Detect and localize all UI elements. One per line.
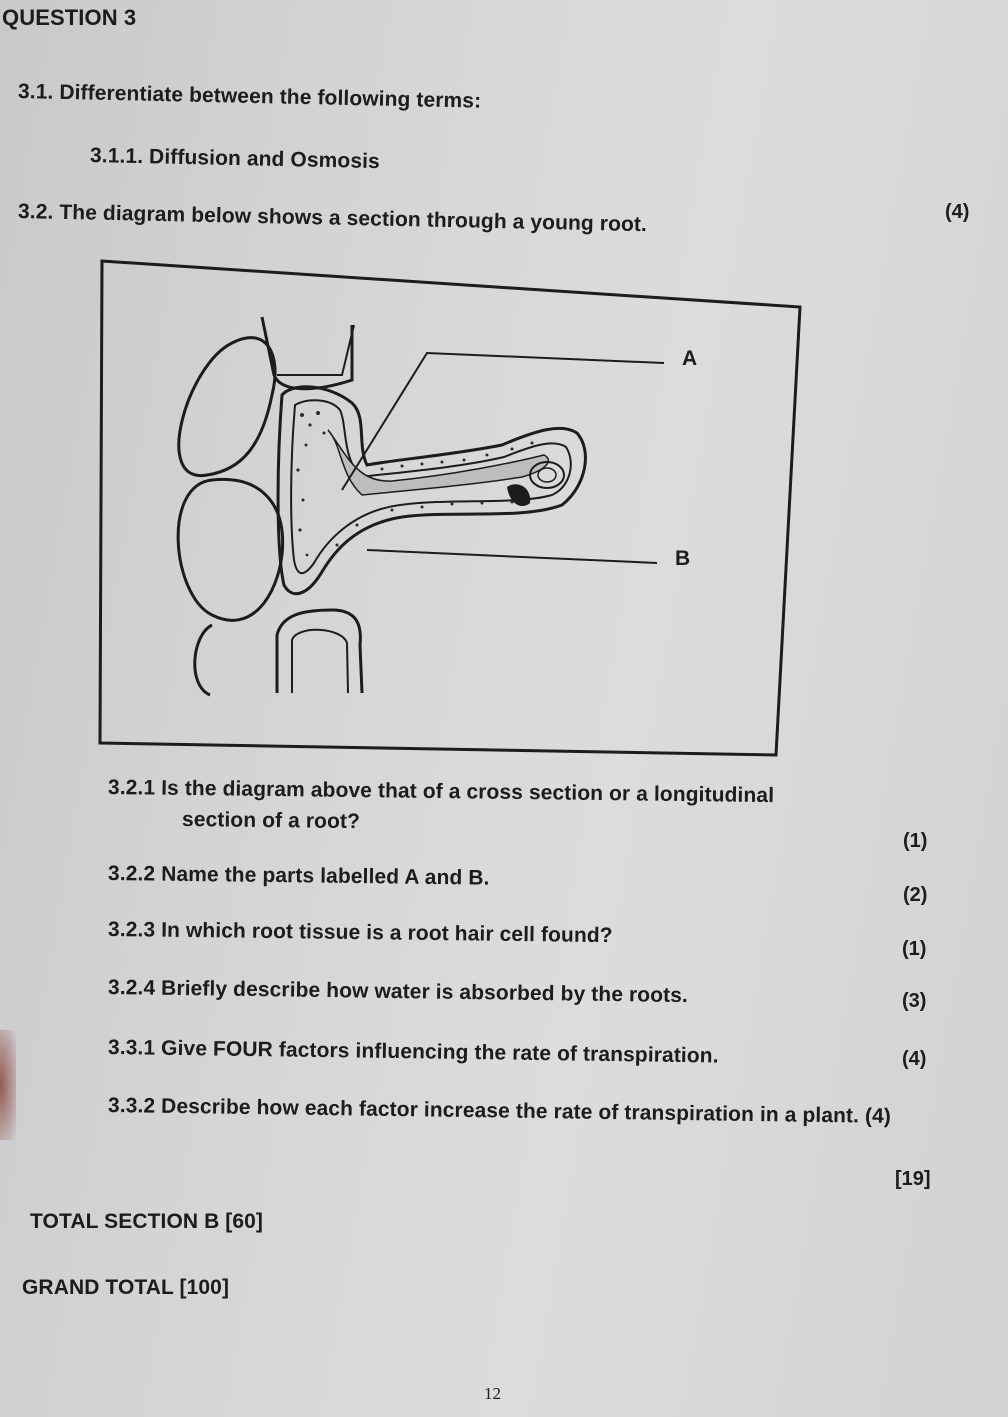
root-hair-diagram — [92, 255, 807, 760]
question-3-2: 3.2. The diagram below shows a section through a young root. — [17, 200, 648, 237]
question-3-2-2: 3.2.2 Name the parts labelled A and B. — [107, 862, 490, 890]
page-shadow — [0, 1030, 16, 1140]
label-b: B — [675, 547, 691, 570]
total-section-b: TOTAL SECTION B [60] — [30, 1210, 264, 1233]
question-3-3-2: 3.3.2 Describe how each factor increase the rate of transpiration in a plant. (4) — [107, 1094, 892, 1128]
marks-3-1: (4) — [945, 201, 970, 223]
marks-3-2-1: (1) — [903, 830, 928, 852]
question-total: [19] — [895, 1168, 931, 1190]
page-number: 12 — [484, 1384, 501, 1403]
question-3-2-1-cont: section of a root? — [181, 808, 361, 834]
question-title: QUESTION 3 — [2, 5, 137, 30]
question-3-1-1: 3.1.1. Diffusion and Osmosis — [89, 144, 381, 174]
marks-3-2-2: (2) — [903, 884, 928, 906]
question-3-1: 3.1. Differentiate between the following terms: — [17, 80, 482, 113]
question-3-2-1: 3.2.1 Is the diagram above that of a cross section or a longitudinal — [107, 776, 775, 808]
question-3-2-3: 3.2.3 In which root tissue is a root hair cell found? — [107, 918, 613, 948]
marks-3-3-1: (4) — [902, 1048, 927, 1070]
label-a: A — [682, 347, 698, 370]
question-3-2-4: 3.2.4 Briefly describe how water is absorbed by the roots. — [107, 976, 689, 1008]
marks-3-2-4: (3) — [902, 990, 927, 1012]
marks-3-2-3: (1) — [902, 938, 927, 960]
question-3-3-1: 3.3.1 Give FOUR factors influencing the rate of transpiration. — [107, 1036, 719, 1068]
grand-total: GRAND TOTAL [100] — [22, 1276, 230, 1299]
